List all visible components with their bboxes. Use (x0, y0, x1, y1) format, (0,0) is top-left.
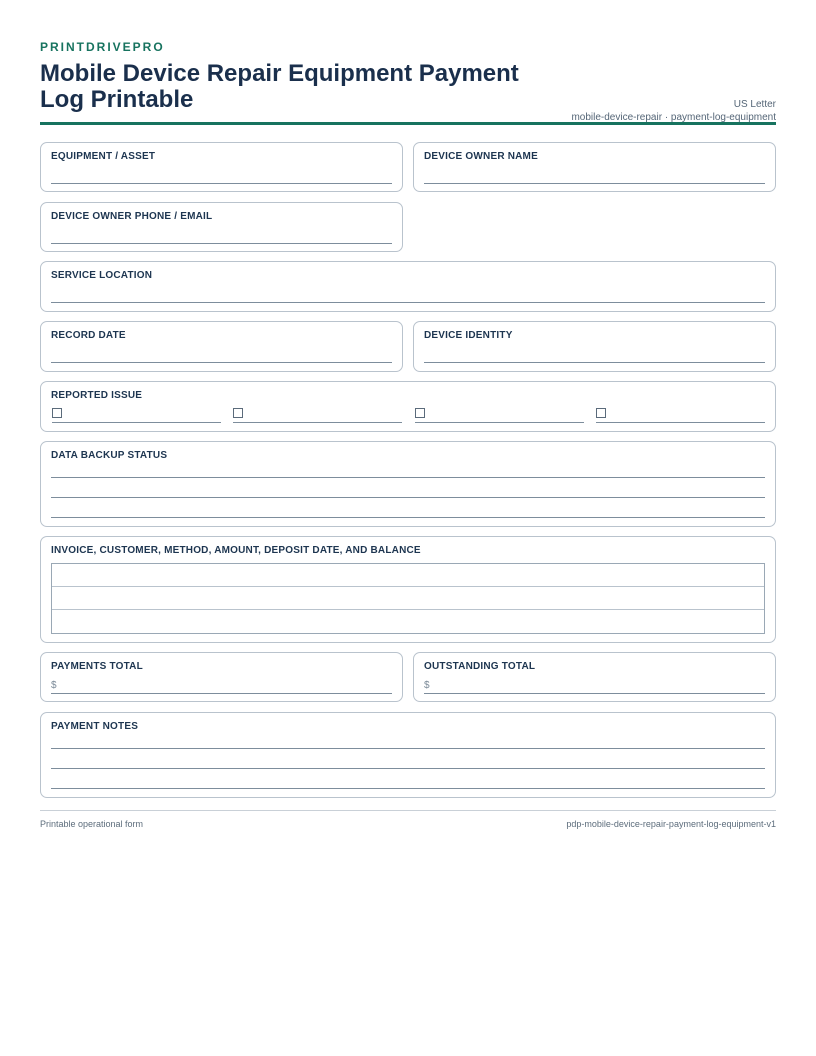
reported-issue-label: REPORTED ISSUE (51, 390, 143, 401)
device-owner-contact-line[interactable] (51, 243, 392, 244)
device-owner-contact-label: DEVICE OWNER PHONE / EMAIL (51, 211, 213, 222)
footer-left-text: Printable operational form (40, 819, 144, 829)
form-slug: mobile-device-repair · payment-log-equipment (571, 112, 776, 123)
issue-line-1[interactable] (52, 422, 221, 423)
issue-checkbox-1[interactable] (52, 408, 62, 418)
reported-issue-field (40, 381, 776, 432)
payments-total-label: PAYMENTS TOTAL (51, 661, 143, 672)
equipment-asset-field[interactable] (40, 142, 403, 192)
footer-rule (40, 810, 776, 811)
data-backup-status-field[interactable] (40, 441, 776, 527)
footer-form-id: pdp-mobile-device-repair-payment-log-equipment-v1 (566, 819, 776, 829)
service-location-label: SERVICE LOCATION (51, 270, 153, 281)
payment-notes-line-3[interactable] (51, 788, 765, 789)
payments-total-line[interactable] (51, 693, 392, 694)
data-backup-line-3[interactable] (51, 517, 765, 518)
header-meta (571, 98, 776, 124)
device-identity-line[interactable] (424, 362, 765, 363)
table-row[interactable] (52, 587, 764, 610)
record-date-label: RECORD DATE (51, 330, 126, 341)
device-owner-name-field[interactable] (413, 142, 776, 192)
service-location-field[interactable] (40, 261, 776, 312)
data-backup-line-1[interactable] (51, 477, 765, 478)
outstanding-total-field[interactable] (413, 652, 776, 702)
payment-notes-field[interactable] (40, 712, 776, 798)
service-location-line[interactable] (51, 302, 765, 303)
record-date-field[interactable] (40, 321, 403, 372)
equipment-asset-line[interactable] (51, 183, 392, 184)
device-identity-label: DEVICE IDENTITY (424, 330, 513, 341)
issue-line-2[interactable] (233, 422, 402, 423)
equipment-asset-label: EQUIPMENT / ASSET (51, 151, 156, 162)
payments-table-section (40, 536, 776, 643)
payment-notes-line-2[interactable] (51, 768, 765, 769)
issue-line-4[interactable] (596, 422, 765, 423)
device-identity-field[interactable] (413, 321, 776, 372)
payments-table (51, 563, 765, 634)
table-row[interactable] (52, 564, 764, 587)
issue-checkbox-3[interactable] (415, 408, 425, 418)
table-row[interactable] (52, 610, 764, 633)
issue-checkbox-2[interactable] (233, 408, 243, 418)
data-backup-line-2[interactable] (51, 497, 765, 498)
record-date-line[interactable] (51, 362, 392, 363)
payments-table-label: INVOICE, CUSTOMER, METHOD, AMOUNT, DEPOSIT DATE, AND BALANCE (51, 545, 421, 556)
brand-name: PRINTDRIVEPRO (40, 40, 165, 54)
payment-notes-label: PAYMENT NOTES (51, 721, 139, 732)
outstanding-total-line[interactable] (424, 693, 765, 694)
outstanding-total-currency: $ (424, 680, 430, 691)
device-owner-name-line[interactable] (424, 183, 765, 184)
payments-total-currency: $ (51, 680, 57, 691)
paper-size: US Letter (733, 99, 776, 110)
outstanding-total-label: OUTSTANDING TOTAL (424, 661, 536, 672)
device-owner-name-label: DEVICE OWNER NAME (424, 151, 538, 162)
data-backup-status-label: DATA BACKUP STATUS (51, 450, 168, 461)
issue-checkbox-4[interactable] (596, 408, 606, 418)
issue-line-3[interactable] (415, 422, 584, 423)
device-owner-contact-field[interactable] (40, 202, 403, 252)
page-title: Mobile Device Repair Equipment Payment Log Printable (40, 60, 519, 113)
header (40, 54, 776, 122)
form-page (40, 40, 776, 142)
payments-total-field[interactable] (40, 652, 403, 702)
payment-notes-line-1[interactable] (51, 748, 765, 749)
